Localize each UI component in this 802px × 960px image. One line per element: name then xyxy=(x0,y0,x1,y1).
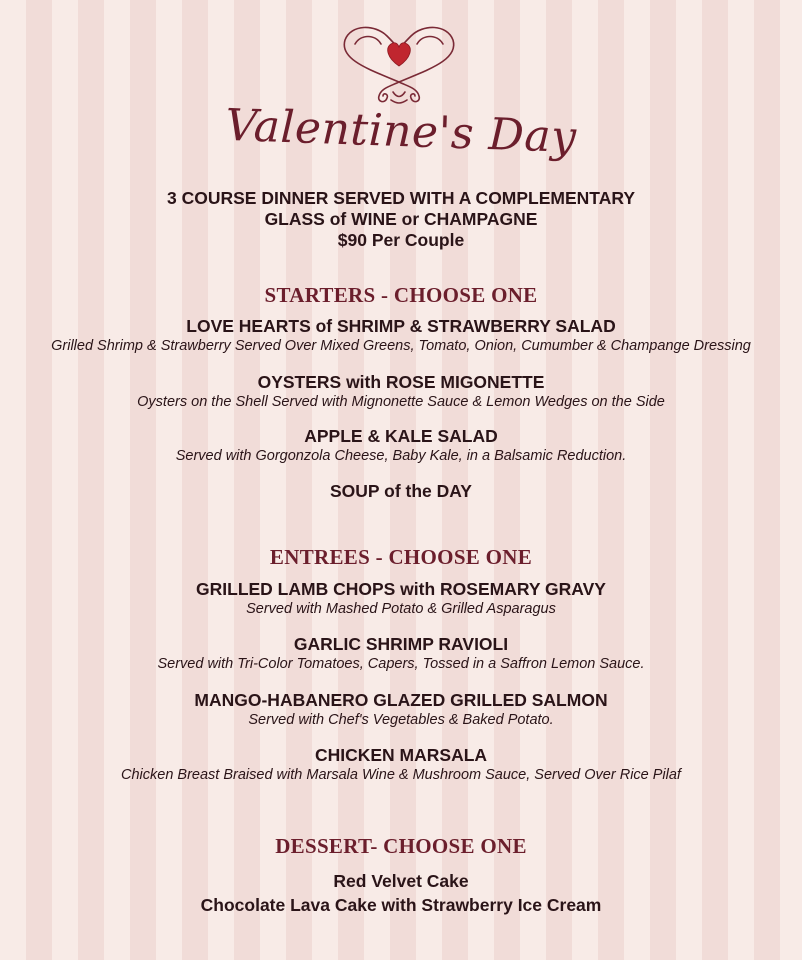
intro-line-2: GLASS of WINE or CHAMPAGNE xyxy=(264,209,538,229)
menu-title: Valentine's Day xyxy=(224,99,578,164)
dessert-heading: DESSERT- CHOOSE ONE xyxy=(275,834,527,858)
entree-item-3-name: MANGO-HABANERO GLAZED GRILLED SALMON xyxy=(194,690,608,710)
intro-block xyxy=(0,188,802,251)
entree-item-4-name: CHICKEN MARSALA xyxy=(314,745,488,765)
intro-line-1: 3 COURSE DINNER SERVED WITH A COMPLEMENTARY xyxy=(167,188,635,208)
entree-item-1 xyxy=(0,579,802,619)
price-line: $90 Per Couple xyxy=(337,230,465,250)
entree-item-2-desc: Served with Tri-Color Tomatoes, Capers, Tossed in a Saffron Lemon Sauce. xyxy=(157,656,645,672)
entree-item-3 xyxy=(0,690,802,730)
entree-item-2-name: GARLIC SHRIMP RAVIOLI xyxy=(293,634,509,654)
starter-item-2-name: OYSTERS with ROSE MIGONETTE xyxy=(257,372,545,392)
dessert-item-2: Chocolate Lava Cake with Strawberry Ice Cream xyxy=(200,895,602,915)
entrees-heading: ENTREES - CHOOSE ONE xyxy=(269,545,533,569)
entree-item-2 xyxy=(0,634,802,674)
starter-item-1-desc: Grilled Shrimp & Strawberry Served Over Mixed Greens, Tomato, Onion, Cumumber & Champange Dressing xyxy=(51,338,751,354)
entree-item-4 xyxy=(0,745,802,785)
starter-item-1-name: LOVE HEARTS of SHRIMP & STRAWBERRY SALAD xyxy=(186,316,616,336)
starter-item-4-name: SOUP of the DAY xyxy=(330,481,472,501)
entree-item-1-desc: Served with Mashed Potato & Grilled Asparagus xyxy=(246,601,556,617)
starters-heading: STARTERS - CHOOSE ONE xyxy=(264,283,538,307)
starter-item-2-desc: Oysters on the Shell Served with Mignonette Sauce & Lemon Wedges on the Side xyxy=(137,394,665,410)
starter-item-2 xyxy=(0,372,802,412)
dessert-item-1: Red Velvet Cake xyxy=(333,871,469,891)
starter-item-1 xyxy=(0,316,802,356)
starter-item-3 xyxy=(0,426,802,466)
starter-item-3-desc: Served with Gorgonzola Cheese, Baby Kale, in a Balsamic Reduction. xyxy=(175,448,627,464)
entree-item-3-desc: Served with Chef's Vegetables & Baked Potato. xyxy=(248,712,554,728)
starter-item-4 xyxy=(0,481,802,502)
starter-item-3-name: APPLE & KALE SALAD xyxy=(304,426,498,446)
entree-item-4-desc: Chicken Breast Braised with Marsala Wine & Mushroom Sauce, Served Over Rice Pilaf xyxy=(121,767,681,783)
entree-item-1-name: GRILLED LAMB CHOPS with ROSEMARY GRAVY xyxy=(196,579,606,599)
heart-scroll-ornament-icon xyxy=(331,22,467,108)
dessert-list xyxy=(0,869,802,917)
